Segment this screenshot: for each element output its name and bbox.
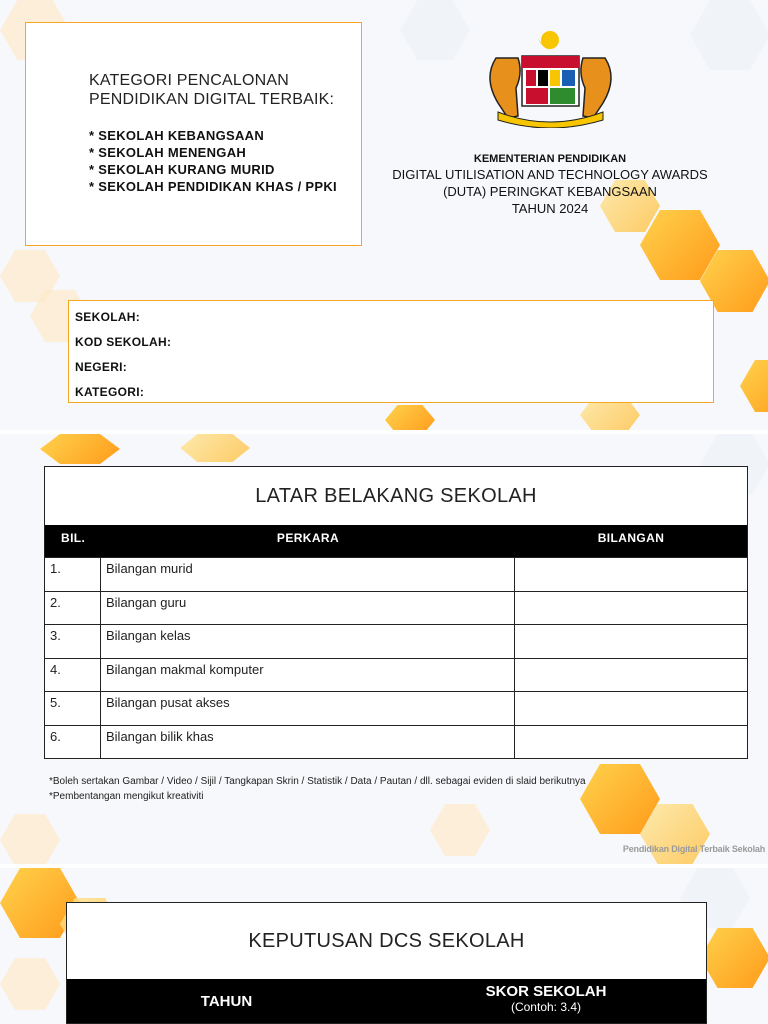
table-row [45, 658, 747, 692]
row-item: Bilangan bilik khas [101, 726, 515, 759]
table-row [45, 624, 747, 658]
hex-decoration [700, 928, 768, 988]
header-no: BIL. [61, 531, 86, 545]
table-header [45, 525, 747, 557]
hex-decoration [385, 405, 435, 430]
row-number: 3. [45, 625, 101, 658]
state-field[interactable]: NEGERI: [75, 360, 128, 374]
table-row [45, 557, 747, 591]
school-name-field[interactable]: SEKOLAH: [75, 310, 141, 324]
hex-decoration [0, 958, 60, 1010]
dcs-title: KEPUTUSAN DCS SEKOLAH [248, 929, 525, 952]
ministry-name: KEMENTERIAN PENDIDIKAN [473, 153, 627, 165]
table-title: LATAR BELAKANG SEKOLAH [255, 484, 537, 507]
row-number: 1. [45, 558, 101, 591]
header-score-label: SKOR SEKOLAH [485, 983, 607, 1000]
slide-dcs-result [0, 868, 768, 1024]
row-number: 6. [45, 726, 101, 759]
header-year: TAHUN [200, 992, 253, 1010]
row-item: Bilangan guru [101, 592, 515, 625]
note-evidence: *Boleh sertakan Gambar / Video / Sijil / Tangkapan Skrin / Statistik / Data / Pautan / dll. sebagai eviden di slaid berikutnya [49, 776, 586, 787]
slide-school-background [0, 434, 768, 864]
row-number: 2. [45, 592, 101, 625]
row-value-cell[interactable] [515, 692, 747, 725]
hex-decoration [40, 434, 120, 464]
row-value-cell[interactable] [515, 558, 747, 591]
hex-decoration [0, 814, 60, 864]
table-row [45, 725, 747, 759]
category-item: * SEKOLAH KURANG MURID [89, 162, 275, 177]
hex-decoration [430, 804, 490, 856]
category-item: * SEKOLAH MENENGAH [89, 145, 247, 160]
school-code-field[interactable]: KOD SEKOLAH: [75, 335, 172, 349]
dcs-result-table [66, 902, 707, 1024]
row-number: 5. [45, 692, 101, 725]
row-number: 4. [45, 659, 101, 692]
notes [49, 774, 586, 804]
category-field[interactable]: KATEGORI: [75, 385, 145, 399]
header-score [386, 979, 706, 1023]
category-title [89, 71, 361, 109]
row-value-cell[interactable] [515, 659, 747, 692]
category-box [25, 22, 362, 246]
table-row [45, 591, 747, 625]
row-value-cell[interactable] [515, 726, 747, 759]
row-item: Bilangan pusat akses [101, 692, 515, 725]
ministry-heading [380, 152, 720, 217]
row-value-cell[interactable] [515, 625, 747, 658]
school-info-box [68, 300, 714, 403]
hex-decoration [690, 0, 768, 70]
school-background-table [44, 466, 748, 759]
category-list [89, 127, 361, 195]
footer-tag: Pendidikan Digital Terbaik Sekolah [622, 844, 765, 854]
hex-decoration [400, 0, 470, 60]
dcs-header [67, 979, 706, 1023]
row-item: Bilangan murid [101, 558, 515, 591]
category-title-line: KATEGORI PENCALONAN [89, 72, 289, 89]
coat-of-arms-icon [478, 28, 623, 128]
row-value-cell[interactable] [515, 592, 747, 625]
award-level: (DUTA) PERINGKAT KEBANGSAAN [443, 184, 657, 199]
category-item: * SEKOLAH KEBANGSAAN [89, 128, 265, 143]
table-row [45, 691, 747, 725]
header-item: PERKARA [276, 531, 340, 545]
header-score-example: (Contoh: 3.4) [510, 1000, 582, 1014]
row-item: Bilangan kelas [101, 625, 515, 658]
note-creativity: *Pembentangan mengikut kreativiti [49, 791, 204, 802]
slide-cover [0, 0, 768, 430]
award-year: TAHUN 2024 [511, 201, 589, 216]
category-title-line: PENDIDIKAN DIGITAL TERBAIK: [89, 91, 335, 108]
row-item: Bilangan makmal komputer [101, 659, 515, 692]
category-item: * SEKOLAH PENDIDIKAN KHAS / PPKI [89, 179, 337, 194]
hex-decoration [740, 360, 768, 412]
header-count: BILANGAN [597, 531, 665, 545]
hex-decoration [180, 434, 250, 462]
award-title: DIGITAL UTILISATION AND TECHNOLOGY AWARDS [392, 167, 708, 182]
